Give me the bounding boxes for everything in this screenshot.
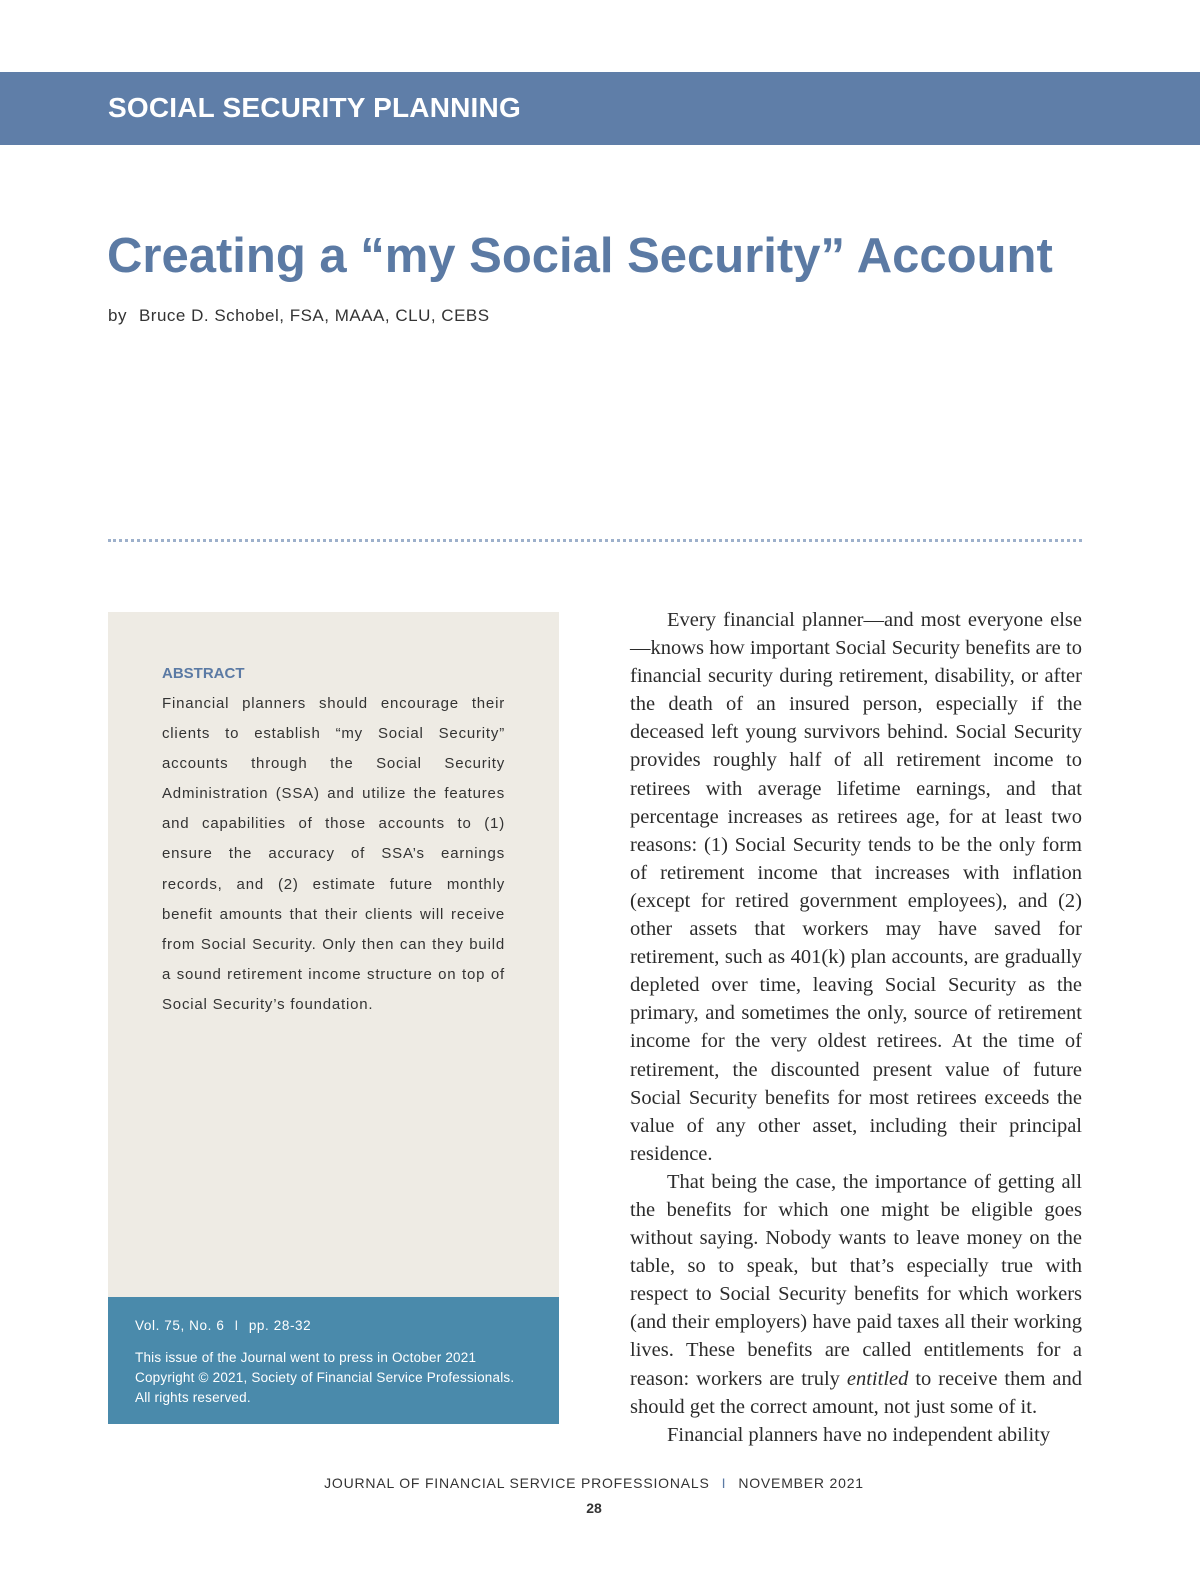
body-paragraph: Financial planners have no independent ability (667, 1423, 1051, 1446)
copyright-notice (135, 1348, 545, 1408)
section-label: SOCIAL SECURITY PLANNING (108, 92, 521, 123)
copyright-line: Copyright © 2021, Society of Financial Service Professionals. (135, 1370, 515, 1385)
press-note: This issue of the Journal went to press in October 2021 (135, 1350, 477, 1365)
abstract-panel (108, 612, 559, 1297)
body-paragraph: Every financial planner—and most everyone else—knows how important Social Security benefits are to financial security during retirement, disability, or after the death of an insured person, especially if the deceased left young survivors behind. Social Security provides roughly half of all retirement income to retirees with average lifetime earnings, and that percentage increases as retirees age, for at least two reasons: (1) Social Security tends to be the only form of retirement income that increases with inflation (except for retired government employees), and (2) other assets that workers may have saved for retirement, such as 401(k) plan accounts, are gradually depleted over time, leaving Social Security as the primary, and sometimes the only, source of retirement income for the very oldest retirees. At the time of retirement, the discounted present value of future Social Security benefits for most retirees exceeds the value of any other asset, including their principal residence. (630, 609, 1082, 1165)
page-number: 28 (586, 1500, 602, 1516)
body-text: to receive them and should get the correct amount, not just some of it. (630, 1367, 1082, 1418)
abstract-text: Financial planners should encourage their clients to establish “my Social Security” accounts through the Social Security Administration (SSA) and utilize the features and capabilities of those accounts to (1) ensure the accuracy of SSA’s earnings records, and (2) estimate future monthly benefit amounts that their clients will receive from Social Security. Only then can they build a sound retirement income structure on top of Social Security’s foundation. (162, 695, 505, 1013)
citation-separator: I (234, 1318, 239, 1333)
author-name: Bruce D. Schobel, FSA, MAAA, CLU, CEBS (138, 306, 490, 325)
issue-citation (135, 1318, 311, 1333)
volume-number: Vol. 75, No. 6 (135, 1318, 225, 1333)
emphasis-text: entitled (846, 1367, 909, 1390)
abstract-heading: ABSTRACT (162, 665, 245, 682)
page-range: pp. 28-32 (248, 1318, 312, 1333)
dotted-divider (108, 539, 1082, 542)
body-paragraph (630, 1168, 1082, 1421)
byline-prefix: by (108, 306, 127, 325)
byline (108, 306, 490, 326)
rights-line: All rights reserved. (135, 1390, 251, 1405)
article-body (630, 606, 1082, 1449)
footer-separator: I (721, 1475, 727, 1491)
running-footer (0, 1475, 1188, 1491)
journal-name: JOURNAL OF FINANCIAL SERVICE PROFESSIONALS (324, 1475, 710, 1491)
issue-date: NOVEMBER 2021 (738, 1475, 864, 1491)
body-text: That being the case, the importance of getting all the benefits for which one might be eligible goes without saying. Nobody wants to leave money on the table, so to speak, but that’s especially true with respect to Social Security benefits for which workers (and their employers) have paid taxes all their working lives. These benefits are called entitlements for a reason: workers are truly (630, 1170, 1082, 1390)
article-title: Creating a “my Social Security” Account (107, 229, 1053, 283)
issue-info-panel (108, 1297, 559, 1424)
